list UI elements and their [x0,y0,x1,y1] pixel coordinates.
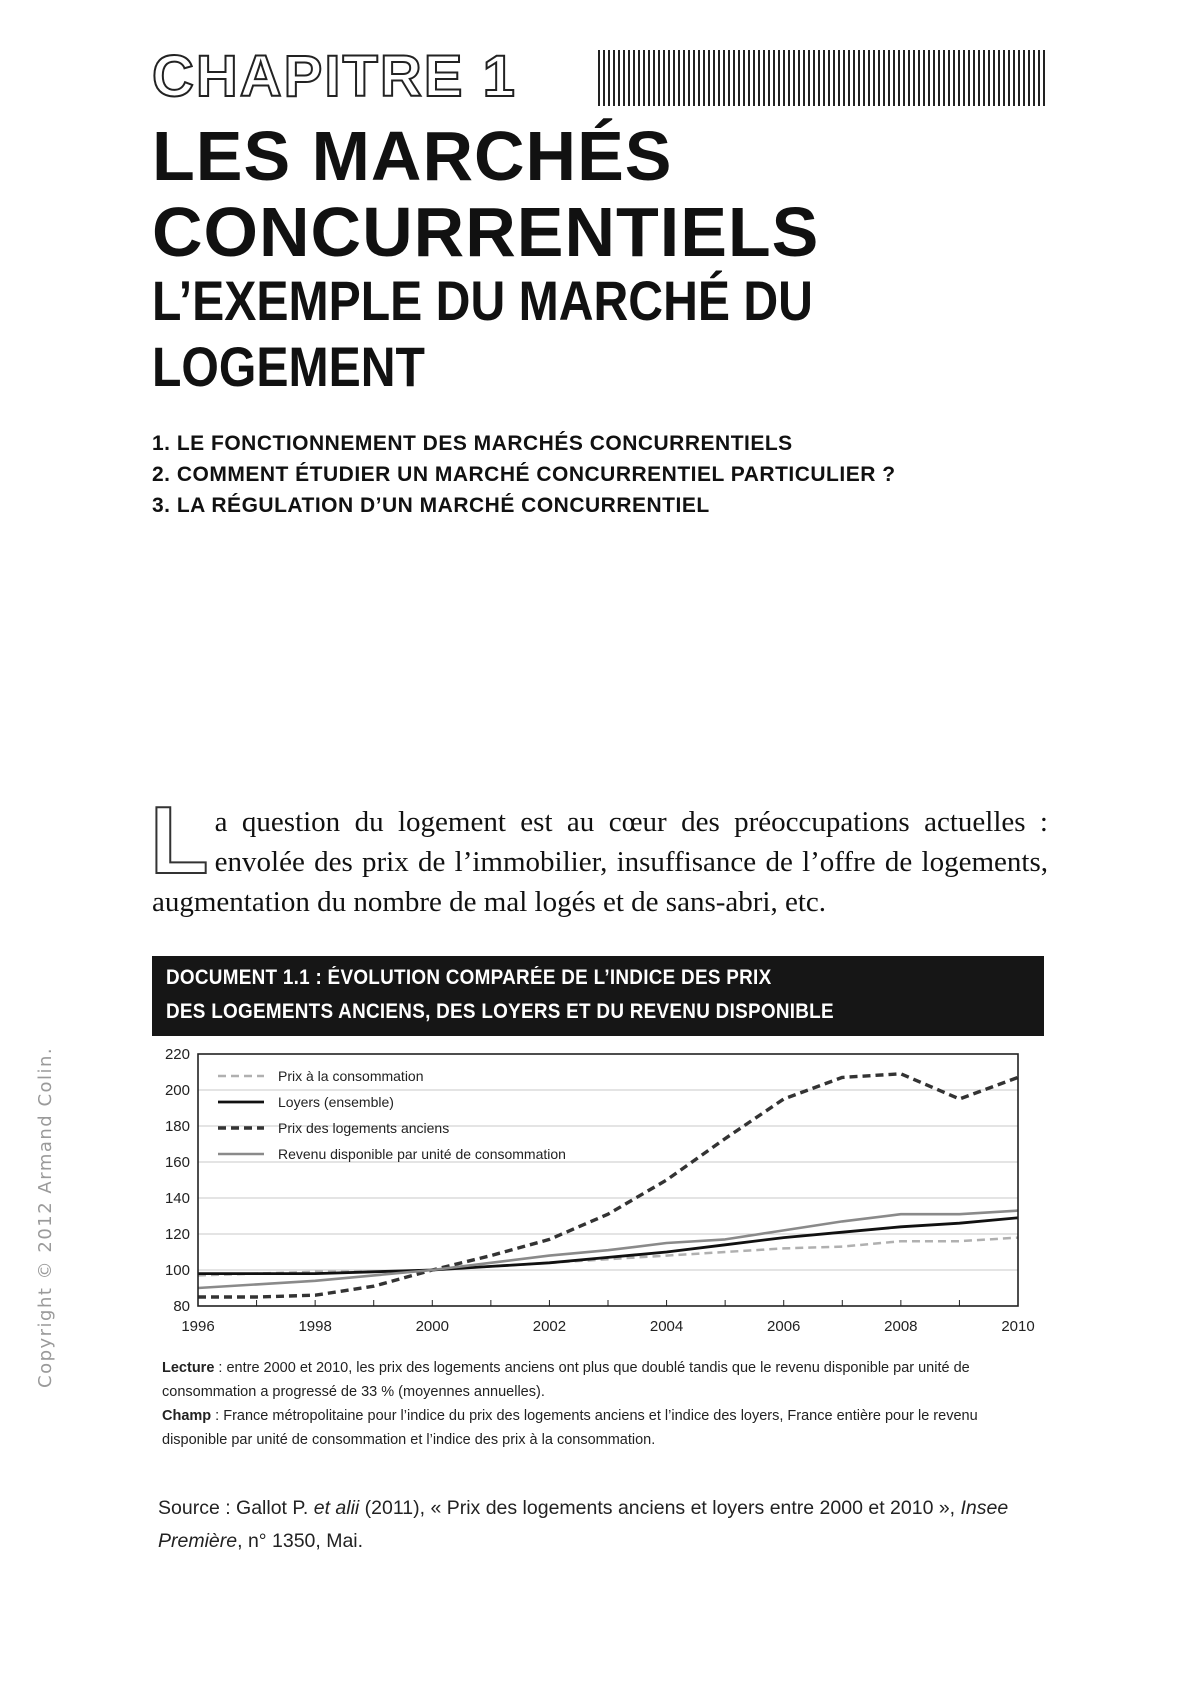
champ-note [162,1404,1042,1452]
chapter-subtitle: L’EXEMPLE DU MARCHÉ DU LOGEMENT [152,269,813,398]
source-suffix: , n° 1350, Mai. [237,1530,364,1552]
series-line [198,1211,1018,1288]
y-tick-label: 100 [164,1262,190,1279]
x-tick-label: 1996 [181,1318,215,1335]
x-tick-label: 2000 [415,1318,449,1335]
legend-label: Loyers (ensemble) [278,1094,394,1110]
source-citation [158,1492,1038,1558]
x-tick-label: 2002 [532,1318,567,1335]
x-tick-label: 2010 [1001,1318,1035,1335]
y-tick-label: 120 [164,1226,190,1243]
legend-label: Prix des logements anciens [278,1120,450,1136]
legend-label: Prix à la consommation [278,1068,424,1084]
champ-label: Champ [162,1408,212,1424]
x-tick-label: 1998 [298,1318,332,1335]
source-title: (2011), « Prix des logements anciens et loyers entre 2000 et 2010 », [359,1497,961,1519]
outline-item: 2. COMMENT ÉTUDIER UN MARCHÉ CONCURRENTIEL PARTICULIER ? [152,463,896,486]
y-tick-label: 180 [164,1118,190,1135]
source-et-alii: et alii [313,1497,360,1519]
document-title-banner [152,956,1044,1036]
champ-text: : France métropolitaine pour l’indice du prix des logements anciens et l’indice des loyers, France entière pour le revenu disponible par unité de consommation et l’indice des prix à la consommation. [162,1408,978,1448]
y-tick-label: 80 [173,1298,190,1315]
source-journal: Insee Première [158,1497,1009,1552]
source-prefix: Source : Gallot P. [158,1497,314,1519]
chapter-outline [152,428,1052,521]
outline-item: 3. LA RÉGULATION D’UN MARCHÉ CONCURRENTIEL [152,494,710,517]
chart-notes [162,1356,1042,1452]
chapter-title: LES MARCHÉS CONCURRENTIELS [152,117,820,271]
outline-item: 1. LE FONCTIONNEMENT DES MARCHÉS CONCURRENTIELS [152,432,793,455]
x-tick-label: 2006 [767,1318,801,1335]
y-tick-label: 200 [164,1082,190,1099]
y-tick-label: 220 [164,1046,190,1063]
x-tick-label: 2008 [884,1318,918,1335]
chapter-label: CHAPITRE 1 [152,44,517,109]
lecture-note [162,1356,1042,1404]
intro-text: a question du logement est au cœur des préoccupations actuelles : envolée des prix de l’immobilier, insuffisance de l’offre de logements, augmentation du nombre de mal logés et de sans-abri, etc. [152,806,1048,918]
x-tick-label: 2004 [649,1318,684,1335]
lecture-label: Lecture [162,1360,215,1376]
intro-paragraph [150,787,1048,922]
legend-label: Revenu disponible par unité de consommation [278,1146,566,1162]
copyright-notice: Copyright © 2012 Armand Colin. [35,1046,56,1388]
line-chart [150,1040,1050,1340]
chapter-decorative-bars [598,50,1046,106]
plot-frame [198,1054,1018,1306]
y-tick-label: 160 [164,1154,190,1171]
y-tick-label: 140 [164,1190,190,1207]
drop-cap: L [150,787,209,894]
series-line [198,1218,1018,1274]
document-title-line-2: DES LOGEMENTS ANCIENS, DES LOYERS ET DU REVENU DISPONIBLE [166,1000,834,1023]
document-title-line-1: DOCUMENT 1.1 : ÉVOLUTION COMPARÉE DE L’INDICE DES PRIX [166,966,772,989]
lecture-text: : entre 2000 et 2010, les prix des logements anciens ont plus que doublé tandis que le revenu disponible par unité de consommation a progressé de 33 % (moyennes annuelles). [162,1360,970,1400]
